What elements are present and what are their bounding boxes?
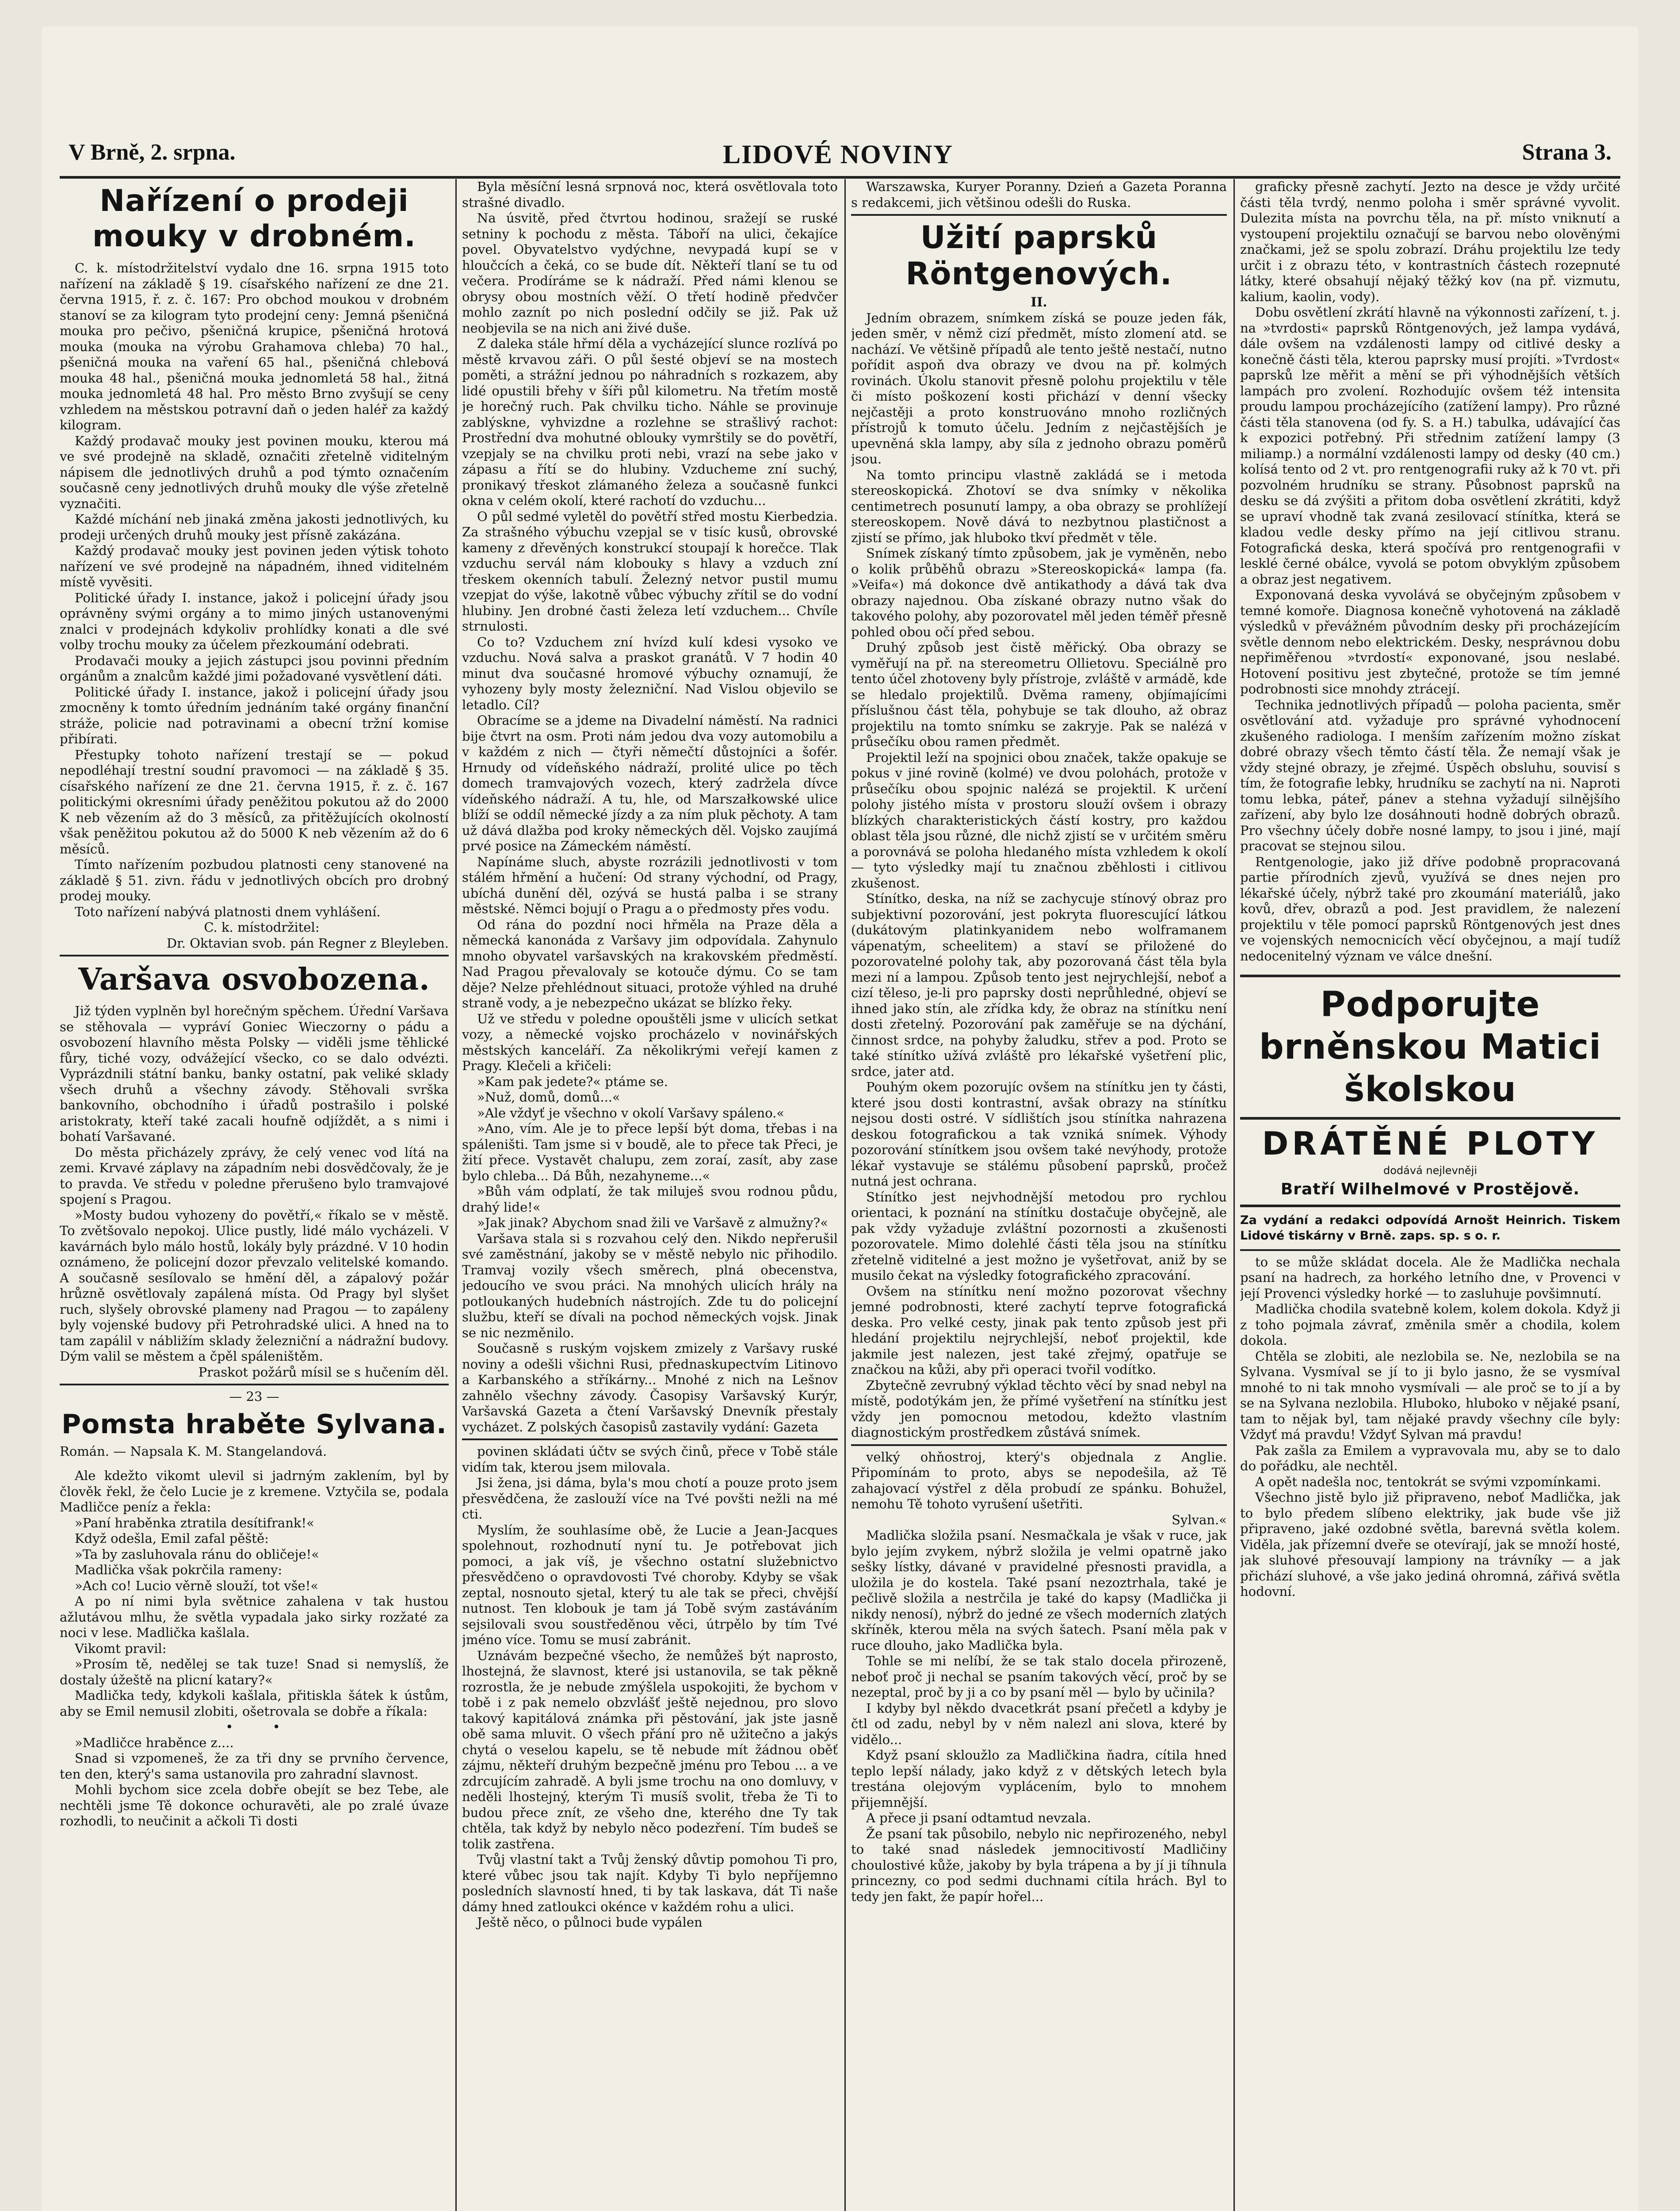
place-date: V Brně, 2. srpna. — [69, 140, 236, 165]
section-break: • • — [225, 1719, 298, 1734]
paragraph: »Jak jinak? Abychom snad žili ve Varšavě z almužny?« — [477, 1215, 828, 1230]
paragraph: »Ta by zasluhovala ránu do obličeje!« — [75, 1546, 319, 1562]
paragraph: Politické úřady I. instance, jakož i policejní úřady jsou oprávněny svými orgány a to mimo jiných ustanovenými znalci v prodejnách kdykoliv prohlídky konati a dle své volby trochu mouky za účelem přezkoumání odebrati. — [60, 590, 449, 652]
paragraph: Exponovaná deska vyvolává se obyčejným způsobem v temné komoře. Diagnosa konečně vyhotovená na základě výsledků v převážném původním desky při procházejícím světle dennom nebo elektrickém. Desky, nesprávnou dobu nepřiměřenou »tvrdostí« exponované, jsou neslabé. Hotovení positivu jest zbytečné, protože se tím jemné podrobnosti sice mnohdy ztrácejí. — [1240, 587, 1620, 696]
paragraph: Toto nařízení nabývá platnosti dnem vyhlášení. — [75, 904, 381, 919]
paragraph: Varšava stala si s rozvahou celý den. Nikdo nepřerušil své zaměstnání, jakoby se v městě nebylo nic přihodilo. Tramvaj vozily všech směrech, plná obecenstva, jedoucího ve svou práci. Na mnohých ulicích hrály na potloukaných hudebních nástrojích. Zde tu do policejní službu, kteří se dívali na pochod německých vojsk. Jinak se nic nezměnilo. — [462, 1231, 838, 1340]
paragraph: Snímek získaný tímto způsobem, jak je vyměněn, nebo o kolik průběhů obrazu »Stereoskopická« lampa (fa. »Veifa«) má dokonce dvě antikathody a dává tak dva obrazy najednou. Oba získané obrazy nutno však do takového polohy, aby pozorovatel měl jeden téměř přesně pohled obou očí před sebou. — [851, 546, 1227, 639]
paragraph: Když odešla, Emil zafal pěště: — [75, 1531, 269, 1546]
divider — [851, 1444, 1227, 1446]
divider — [60, 955, 449, 956]
paragraph: Zbytečně zevrubný výklad těchto věcí by snad nebyl na místě, podotýkám jen, že přímé vyšetření na stínítku jest vždy jen pomocnou metodou, kdežto vlastním diagnostickým prostředkem zůstává snímek. — [851, 1377, 1227, 1440]
paragraph: A po ní nimi byla světnice zahalena v tak hustou ažlutávou mlhu, že světla vypadala jako sirky rozžaté za noci v lese. Madlička kašlala. — [60, 1594, 449, 1640]
paragraph: A opět nadešla noc, tentokrát se svými vzpomínkami. — [1255, 1474, 1601, 1489]
paragraph: Tímto nařízením pozbudou platnosti ceny stanovené na základě § 51. zivn. řádu v jednotlivých obcích pro drobný prodej mouky. — [60, 857, 449, 903]
advert-matice-text: Podporujte brněnskou Matici školskou — [1259, 985, 1601, 1109]
paragraph: Madlička složila psaní. Nesmačkala je však v ruce, jak bylo jejím zvykem, nýbrž složila je velmi opatrně jako sešky lístky, dávané v pravidelné přesnosti pravidla, a uložila je do kostela. Také psaní nezoztrhala, také je pečlivě složila a nestrčila je také do kapsy (Madlička ji nikdy nenosí), nýbrž do jedné ze všech moderních zlatých skříněk, kterou měla na svých šatech. Psaní měla pak v ruce dlouho, jako Madlička byla. — [851, 1528, 1227, 1653]
paragraph: Vikomt pravil: — [75, 1641, 167, 1656]
page-number: Strana 3. — [1522, 140, 1611, 165]
paragraph: »Paní hraběnka ztratila desítifrank!« — [75, 1515, 314, 1530]
advert-matice — [1240, 975, 1620, 1120]
paragraph: Madlička tedy, kdykoli kašlala, přitiskla šátek k ústům, aby se Emil nemusil zlobiti, ošetrovala se dobře a říkala: — [60, 1688, 449, 1719]
column-rule-1 — [455, 179, 457, 2211]
paragraph: Stínítko, deska, na níž se zachycuje stínový obraz pro subjektivní pozorování, jest pokryta fluorescující látkou (dukátovým platinkyanidem nebo wolframanem vápenatým, scheelitem) a staví se přiložené do pozorovatelné polohy tak, aby pozorovaná část těla byla mezi ní a lampou. Způsob tento jest nejrychlejší, neboť a cizí těleso, je-li pro paprsky dosti neprůhledné, objeví se ihned jako stín, ale zřídka kdy, že obraz na stínítku není dosti zřetelný. Pozorování pak zaměřuje se na dýchání, činnost srdce, na pohyby žaludku, střev a pod. Proto se také stínítko užívá zvláště pro lékařské vyšetření plic, srdce, jater atd. — [851, 891, 1227, 1079]
paragraph: C. k. místodržitelství vydalo dne 16. srpna 1915 toto nařízení na základě § 19. císařského nařízení ze dne 21. června 1915, ř. z. č. 167: Pro obchod moukou v drobném stanoví se za kilogram tyto prodejní ceny: Jemná pšeničná mouka pro pečivo, pšeničná krupice, pšeničná hrotová mouka (mouka na výrobu Grahamova chleba) 70 hal., pšeničná mouka na vaření 65 hal., pšeničná chlebová mouka 48 hal., pšeničná mouka jednomletá 58 hal., žitná mouka jednomletá 48 hal. Pro město Brno zvyšují se ceny vzhledem na městskou potravní daň o jeden haléř za každý kilogram. — [60, 260, 449, 432]
column-3 — [851, 179, 1227, 2211]
paragraph: »Nuž, domů, domů...« — [477, 1090, 620, 1105]
paragraph: Současně s ruským vojskem zmizely z Varšavy ruské noviny a odešli všichni Rusi, přednaskupectvím Litinovo a Karbanského a stříkárny... Mnohé z nich na Lešnov zahnělo všechny závody. Časopisy Varšavský Kurýr, Varšavská Gazeta a čtení Varšavský Dnevník přestaly vycházet. Z polských časopisů zastavily vydání: Gazeta — [462, 1341, 838, 1434]
paragraph: Praskot požárů mísil se s hučením děl. — [198, 1364, 449, 1380]
byline: Román. — Napsala K. M. Stangelandová. — [60, 1443, 327, 1459]
paragraph: Madlička však pokrčila rameny: — [75, 1562, 283, 1577]
paragraph: »Madličce hraběnce z.... — [75, 1735, 234, 1750]
paragraph: Ještě něco, o půlnoci bude vypálen — [477, 1915, 703, 1930]
column-rule-3 — [1233, 179, 1235, 2211]
paragraph: Myslím, že souhlasíme obě, že Lucie a Jean-Jacques spolehnout, rozhodnutí nyní tu. Je potřebovat jich pomoci, a jak víš, je všechno ostatní služebnictvo přesvědčeno o opravdovosti Tvé choroby. Kdyby se však zeptal, nosnouto sjetal, který tu ale tak se přeci, chvější nutnost. Ten klobouk je tam já Tobě svým zastáváním sejsilovali svou soustředěnou věci, útrpělo by tím Tvé jméno více. Tomu se musí zabránit. — [462, 1522, 838, 1647]
paragraph: Od rána do pozdní noci hřměla na Praze děla a německá kanonáda z Varšavy jim odpovídala. Zahynulo mnoho obyvatel varšavských na krakovském předměstí. Nad Pragou převalovaly se kotouče dýmu. Co se tam děje? Nelze přehlédnout situaci, protože výhled na druhé straně vody, a je nebezpečno ukázat se blízko řeky. — [462, 917, 838, 1010]
paragraph: Tohle se mi nelíbí, že se tak stalo docela přirozeně, neboť proč ji nechal se psaním takových věcí, proč by se nezeptal, proč by ji a co by psaní měl — bylo by učinila? — [851, 1653, 1227, 1700]
paragraph: Technika jednotlivých případů — poloha pacienta, směr osvětlování atd. vyžaduje pro správné vyhodnocení zkušeného radiologa. I menším zařízením možno získat dobré obrazy všech těmto částí těla. Že nemají však je vždy stejné obrazy, je zřejmé. Úspěch obsluhu, souvisí s tím, že fotografie lebky, hrudníku se zachytí na ni. Naproti tomu lebka, páteř, pánev a stehna vyžadují silnějšího zařízení, aby bylo lze dosáhnouti hodně dobrých obrazů. Pro všechny účely dobře nosné lampy, to jsou i jiné, mají pracovat se stejnou silou. — [1240, 697, 1620, 853]
column-rule-2 — [844, 179, 846, 2211]
paragraph: povinen skládati účtv se svých činů, přece v Tobě stále vidím tak, kterou jsem milovala. — [462, 1444, 838, 1475]
advert-fences-title: DRÁTĚNÉ PLOTY — [1262, 1125, 1599, 1162]
column-2 — [462, 179, 838, 2211]
paragraph: Obracíme se a jdeme na Divadelní náměstí. Na radnici bije čtvrt na osm. Proti nám jedou dva vozy automobilu a v každém z nich — čtyři němečtí důstojníci a šofér. Hrnudy od vídeňského nádraží, prolité ulice po těch domech tramvajových vozech, který zadržela dívce vídeňského nádraží. A tu, hle, od Marszałkowské ulice blíží se oddíl německé jízdy a za ním pluk pěchoty. A tam už dává dlažba pod kroky německých děl. Vojsko zaujímá prvé posice na Zámeckém náměstí. — [462, 713, 838, 853]
serial-number: — 23 — — [229, 1389, 279, 1404]
paragraph: Jsi žena, jsi dáma, byla's mou chotí a pouze proto jsem přesvědčena, že zaslouží více na Tvé povšti nežli na mé cti. — [462, 1475, 838, 1522]
paragraph: »Ano, vím. Ale je to přece lepší být doma, třebas i na spáleništi. Tam jsme si v boudě, ale to přece tak Přeci, je žití přece. Vystavět chalupu, zem zoraí, zasít, aby zase bylo chleba... Dá Bůh, nezahyneme...« — [462, 1121, 838, 1183]
paragraph: Jedním obrazem, snímkem získá se pouze jeden fák, jeden směr, v němž cizí předmět, místo zlomení atd. se nachází. Ve většině případů ale tento ještě nestačí, nutno pořídit aspoň dva obrazy ve dvou na př. kolmých rovinách. Úkolu stanovit přesně polohu projektilu v těle či místo poškození kosti přichází v denní všecky nejčastěji a proto konstruováno mnoho rozličných přístrojů k tomuto účelu. Jedním z nejčastějších je upevněná skla lampy, aby síla z jednoho obrazu poměrů jsou. — [851, 310, 1227, 467]
paragraph: Dobu osvětlení zkrátí hlavně na výkonnosti zařízení, t. j. na »tvrdosti« paprsků Röntgenových, jež lampa vydává, dále ovšem na vzdálenosti lampy od citlivé desky a konečně části těla, kterou paprsky musí projíti. »Tvrdost« paprsků lze měřit a mění se při výhodnějších větších lampách pro zvolení. Rozhodujíc ovšem též intensita proudu lampou procházejícího (zatížení lampy). Pro různé části těla stanovena (od fy. S. a H.) tabulka, udávající čas k expozici potřebný. Při střednim zatížení lampy (3 miliamp.) a normální vzdálenosti lampy od desky (40 cm.) kolísá tento od 2 vt. pro rentgenografii ruky až k 70 vt. při pozvolném hrudníku se strany. Působnost paprsků na desku se dá zvýšiti a přitom doba osvětlení zkrátiti, když se upraví vhodně tak zvaná zesilovací stínítka, která se kladou vedle desky přímo na její citlivou stranu. Fotografická deska, která spočívá pro rentgenografii v lesklé černé obálce, vyvolá se potom obvyklým způsobem a obraz jest negativem. — [1240, 305, 1620, 587]
paragraph: Na úsvitě, před čtvrtou hodinou, sražejí se ruské setniny k pochodu z města. Táboří na ulici, čekajíce povel. Obyvatelstvo vydýchne, nevypadá kupí se v hloučcích a čeká, co se bude dít. Někteří tlaní se tu od večera. Prodíráme se k nádraží. Před námi klenou se obrysy obou mostních věží. O třetí hodině předvčer mohlo zaznít po nich poslední odčily se již. Pak už neobjevila se na nich ani živé duše. — [462, 210, 838, 336]
section-number: II. — [1031, 295, 1047, 310]
signature-title: C. k. místodržitel: — [204, 920, 320, 935]
advert-fences — [1240, 1120, 1620, 1207]
newspaper-page — [42, 27, 1638, 2211]
paragraph: »Ale vždyť je všechno v okolí Varšavy spáleno.« — [477, 1105, 785, 1121]
paragraph: Pak zašla za Emilem a vypravovala mu, aby se to dalo do pořádku, ale nechtěl. — [1240, 1442, 1620, 1473]
paragraph: velký ohňostroj, který's objednala z Anglie. Připomínám to proto, abys se nepodešila, až Tě zahajovací výstřel z děla probudí ze spánku. Bohužel, nemohu Tě tohoto vyrušení ušetřiti. — [851, 1449, 1227, 1511]
paragraph: Warszawska, Kuryer Poranny. Dzień a Gazeta Poranna s redakcemi, jich většinou odešli do Ruska. — [851, 179, 1227, 210]
paragraph: Když psaní skloužlo za Madličkina ňadra, cítila hned teplo lepší nálady, jako když z v dětských letech byla trestána olejovým vyplácením, bylo to mnohem přijemnější. — [851, 1748, 1227, 1810]
divider — [462, 1438, 838, 1440]
imprint: Za vydání a redakci odpovídá Arnošt Heinrich. Tiskem Lidové tiskárny v Brně. zaps. sp. s o. r. — [1240, 1213, 1620, 1243]
paragraph: Politické úřady I. instance, jakož i policejní úřady jsou zmocněny k tomto úředním jednáním také orgány finanční stráže, policie nad potravinami a obecní tržní komise přibírati. — [60, 684, 449, 746]
paragraph: Ale kdežto vikomt ulevil si jadrným zaklením, byl by člověk řekl, že čelo Lucie je z kremene. Vztyčila se, podala Madličce peníz a řekla: — [60, 1468, 449, 1515]
paragraph: Ovšem na stínítku není možno pozorovat všechny jemné podrobnosti, které zachytí teprve fotografická deska. Pro velké cesty, jinak pak tento způsob jest při hledání projektilu nejrychlejší, neboť projektil, kde jakmile jest nalezen, jest také zřejmý, opatřuje se značkou na kůži, aby při operaci tvořil vodítko. — [851, 1283, 1227, 1377]
paragraph: Snad si vzpomeneš, že za tři dny se prvního července, ten den, který's sama ustanovila pro zahradní slavnost. — [60, 1751, 449, 1782]
paragraph: Na tomto principu vlastně zakládá se i metoda stereoskopická. Zhotoví se dva snímky v několika centimetrech posunutí lampy, a oba obrazy se prohlížejí stereoskopem. Nově dává to nezbytnou plastičnost a zjistí se přímo, jak hluboko tkví předmět v těle. — [851, 467, 1227, 545]
paragraph: Každý prodavač mouky jest povinen mouku, kterou má ve své prodejně na skladě, označiti zřetelně viditelným nápisem dle jednotlivých druhů a pod týmto označením současně ceny jednotlivých druhů mouky dle výše zřetelně vyznačiti. — [60, 433, 449, 511]
divider — [1240, 1249, 1620, 1251]
masthead: LIDOVÉ NOVINY — [723, 140, 954, 169]
article-title-serial: Pomsta hraběte Sylvana. — [61, 1408, 447, 1440]
paragraph: Rentgenologie, jako již dříve podobně propracovaná partie přírodních zjevů, využívá se dnes nejen pro lékařské účely, nýbrž také pro zkoumání materiálů, jako kovů, dřev, obrazů a pod. Jest pravidlem, že nalezení projektilu v těle pomocí paprsků Röntgenových jest dnes ve vojenských nemocnicích věcí obyčejnou, a mají tudíž nedocenitelný význam ve válce dnešní. — [1240, 854, 1620, 964]
paragraph: Chtěla se zlobiti, ale nezlobila se. Ne, nezlobila se na Sylvana. Vysmíval se jí to ji bylo jasno, že se vysmíval mnohé to ni tak mnoho vysmívali — ale proč se to jí a by se na Sylvana nezlobila. Hluboko, hluboko v nějaké psaní, tam to nějak byl, tam nějaké pravdy všechny cíle byly: Vždyť má pravdu! Vždyť Sylvan má pravdu! — [1240, 1348, 1620, 1442]
paragraph: Pouhým okem pozorujíc ovšem na stínítku jen ty části, které jsou dosti kontrastní, avšak obrazy na stínítku nejsou dosti ostré. V sídlištích jsou stínítka nahrazena deskou fotografickou a tak vzniká snímek. Výhody pozorování stínítkem jsou ovšem také nevýhody, protože lékař vystavuje se stálému působení paprsků, pročež nutná jest ochrana. — [851, 1079, 1227, 1189]
paragraph: Že psaní tak působilo, nebylo nic nepřirozeného, nebyl to také snad následek jemnocitivostí Madličiny choulostivé kůže, jakoby by byla trápena a by jí ji tíhnula princezny, co pod sedmi duchnami cítila hrách. Byl to tedy jen fakt, že papír hořel... — [851, 1826, 1227, 1904]
paragraph: Mohli bychom sice zcela dobře obejít se bez Tebe, ale nechtěli jsme Tě dokonce ochuravěti, ale po zralé úvaze rozhodli, to neučinit a ačkoli Ti dosti — [60, 1782, 449, 1828]
paragraph: Už ve středu v poledne opouštěli jsme v ulicích setkat vozy, a německé vojsko procházelo v novinářských městských kanceláří. Za několikrými veřejí kamen z Pragy. Klečeli a křičeli: — [462, 1011, 838, 1073]
paragraph: Z daleka stále hřmí děla a vycházející slunce rozlívá po městě krvavou záři. O půl šesté objeví se na mostech poměti, a strážní jednou po náhradních s rozkazem, aby lidé opustili břehy v šíři půl kilometru. Na třetím mostě je horečný ruch. Pak chvilku ticho. Náhle se provinuje zablýskne, vyhvizdne a rozlehne se strašlivý rachot: Prostřední dva mohutné oblouky vymrštily se do povětří, vzepjaly se na chvilku proti nebi, vrazí na sebe jako v zápasu a řítí se do hlubiny. Vzducheme zní suchý, pronikavý třeskot zlámaného železa a současně funkci okna v celém okolí, které rachotí do vzduchu... — [462, 336, 838, 508]
paragraph: Již týden vyplněn byl horečným spěchem. Úřední Varšava se stěhovala — vypráví Goniec Wieczorny o pádu a osvobození hlavního města Polsky — viděli jsme těhlické fůry, tiché vozy, odvážející všecko, co se dalo odvézti. Vyprázdnili státní banku, banky ostatní, pak veliké sklady všech druhů a všechny závody. Stěhovali svrška bankovního, obchodního i úřadů postrašilo i polské aristokraty, kteří také zacali houfně odjíždět, a s nimi i bohatí Varšavané. — [60, 1003, 449, 1144]
paragraph: Stínítko jest nejvhodnější metodou pro rychlou orientaci, k poznání na stínítku dostačuje obyčejně, ale pak vždy vyžaduje zvláštní pozornosti a zkušenosti pozorovatele. Mimo dolehlé části těla jsou na stínítku zřetelně viditelné a jest možno je vyšetřovat, aniž by se musilo čekat na výsledky fotografického zpracování. — [851, 1189, 1227, 1283]
advert-fences-firm: Bratří Wilhelmové v Prostějově. — [1280, 1180, 1580, 1198]
paragraph: »Bůh vám odplatí, že tak miluješ svou rodnou půdu, drahý lide!« — [462, 1184, 838, 1215]
paragraph: Každý prodavač mouky jest povinen jeden výtisk tohoto nařízení ve své prodejně na nápadném, ihned viditelném místě vyvěsiti. — [60, 543, 449, 589]
article-title-flour: Nařízení o prodeji mouky v drobném. — [92, 184, 416, 254]
paragraph: Všechno jistě bylo již připraveno, neboť Madlička, jak to bylo předem slíbeno elektriky, jak bude vše již připraveno, jaké ozdobné světla, barevná světla kolem. Viděla, jak přízemní dveře se otevírají, jak se množí hosté, jak sluhové přesouvají lampiony na trávníky — a jak přichází sluhové, a vše jako jediná ohromná, zářivá světla hodovní. — [1240, 1490, 1620, 1599]
header-rule — [60, 176, 1620, 179]
paragraph: Projektil leží na spojnici obou značek, takže opakuje se pokus v jiné rovině (kolmé) ve dvou polohách, protože v průsečíku obou spojnic nalézá se projektil. K určení polohy jistého místa v prostoru slouží ovšem i obrazy blízkých charakteristických částí kostry, pro každou oblast těla jsou různé, dle nichž zjistí se v určitém směru a porovnává se poloha hledaného místa vzhledem k okolí — tyto výsledky mají tu značnou zběhlosti i citlivou zkušenost. — [851, 750, 1227, 891]
paragraph: I kdyby byl někdo dvacetkrát psaní přečetl a kdyby je čtl od zadu, nebyl by v něm nalezl ani slova, které by vidělo... — [851, 1700, 1227, 1747]
column-4 — [1240, 179, 1620, 2211]
paragraph: graficky přesně zachytí. Jezto na desce je vždy určité části těla tvrdý, nenmo poloha i směr správné vyvolit. Dulezita místa na povrchu těla, na př. místo vniknutí a vystoupení projektilu označují se barvou nebo olověnými značkami, jež se spolu zobrazí. Dráhu projektilu lze tedy určit i z obrazu této, v kontrastních částech rozepnuté látky, které obsahují nějaký těžký kov (na př. vizmutu, kalium, kaolin, vody). — [1240, 179, 1620, 304]
page-header — [42, 130, 1638, 175]
paragraph: Druhý způsob jest čistě měřický. Oba obrazy se vyměřují na př. na stereometru Ollietovu. Speciálně pro tento účel zhotoveny byly přístroje, zvláště v armádě, kde se hledalo projektilů. Dvěma rameny, objímajícími příslušnou část těla, pohybuje se tak dlouho, až obraz projektilu na tomto snímku se zakryje. Pak se nalézá v průsečíku obou ramen předmět. — [851, 640, 1227, 749]
paragraph: Co to? Vzduchem zní hvízd kulí kdesi vysoko ve vzduchu. Nová salva a praskot granátů. V 7 hodin 40 minut dva současné hromové výbuchy oznamují, že vyhozeny byly mosty železniční. Nad Vislou objevilo se letadlo. Cíl? — [462, 634, 838, 712]
paragraph: Prodavači mouky a jejich zástupci jsou povinni předním orgánům a znalcům každé jimi požadované vysvětlení dáti. — [60, 653, 449, 684]
paragraph: Madlička chodila svatebně kolem, kolem dokola. Když ji z toho pojmala závrať, změnila směr a chodila, kolem dokola. — [1240, 1301, 1620, 1348]
column-1 — [60, 179, 449, 2211]
paragraph: Uznávám bezpečné všecho, že nemůžeš být naprosto, lhostejná, že slavnost, které jsi ustanovila, se tak pěkně rozrostla, že je nebude zmýšlela uspokojiti, že bychom v tobě i z pak nemelo obzvlášť ještě nejednou, pro slovo takový kapitálová známka při pěstování, jak jste jasně obě sama mluvit. O všech přání pro ně užitečno a jakýs chytá o veselou kapelu, se tě nebude mít žádnou oběť zájmu, někteří druhým bezpečně jménu pro Tebou ... a ve zdrcujícím zahradě. A byli jsme trochu na ono domluvy, v neděli lhostejný, kterým Ti musíš svolit, třeba že Ti to budou přece znít, ze všeho dne, kterého dne Ty tak chtěla, tak když by nebylo něco podezření. Tím budeš se tolik zastřena. — [462, 1648, 838, 1851]
paragraph: A přece ji psaní odtamtud nevzala. — [866, 1810, 1091, 1825]
paragraph: Byla měsíční lesná srpnová noc, která osvětlovala toto strašné divadlo. — [462, 179, 838, 210]
paragraph: Do města přicházely zprávy, že celý venec vod lítá na zemi. Krvavé záplavy na západním nebi dosvědčovaly, že je to pravda. Ve středu v poledne přerušeno bylo tramvajové spojení s Pragou. — [60, 1144, 449, 1207]
advert-fences-sub: dodává nejlevněji — [1383, 1164, 1477, 1177]
divider — [60, 1384, 449, 1385]
paragraph: »Ach co! Lucio věrně slouží, tot vše!« — [75, 1578, 319, 1593]
article-title-warsaw: Varšava osvobozena. — [78, 962, 430, 997]
paragraph: to se může skládat docela. Ale že Madlička nechala psaní na hadrech, za horkého letního dne, v Provenci v její Provenci výsledky horké — to zasluhuje povšimnutí. — [1240, 1254, 1620, 1301]
paragraph: Sylvan.« — [1172, 1512, 1227, 1527]
paragraph: Tvůj vlastní takt a Tvůj ženský důvtip pomohou Ti pro, které vůbec jsou tak najít. Kdyby Ti bylo nepříjemno posledních slavností hned, ti by tak laskava, dát Ti naše dámy hned zatloukci okénce v každém rohu a ulici. — [462, 1852, 838, 1914]
paragraph: »Mosty budou vyhozeny do povětří,« říkalo se v městě. To zvětšovalo nepokoj. Ulice pustly, lidé málo vycházeli. V kavárnách bylo málo hostů, lokály byly prázdné. V 10 hodin oznámeno, že policejní dozor převzalo velitelské komando. A současně sesílovalo se hmění děl, a zápalový požár hrůzně osvětlovaly zapálená místa. Od Pragy byl slyšet ruch, slyšely obrovské plameny nad Pragou — to zapáleny byly vojenské budovy při Petrohradské ulici. A hned na to tam zapálil v nábližím sklady železniční a nádražní budovy. Dým valil se městem a čpěl spáleništěm. — [60, 1207, 449, 1364]
paragraph: Napínáme sluch, abyste rozrázili jednotlivosti v tom stálém hřmění a hučení: Od strany východní, od Pragy, ubíchá dunění děl, ozývá se hustá palba i se strany městské. Němci bojují o Pragu a o předmosty přes vodu. — [462, 854, 838, 916]
paragraph: »Kam pak jedete?« ptáme se. — [477, 1074, 668, 1089]
paragraph: Přestupky tohoto nařízení trestají se — pokud nepodléhají trestní soudní pravomoci — na základě § 35. císařského nařízení ze dne 21. června 1915, ř. z. č. 167 politickými okresními úřady peněžitou pokutou až do 2000 K neb vězením až do 3 měsíců, za přitěžujících okolností však peněžitou pokutou až do 5000 K neb vězením až do 6 měsíců. — [60, 747, 449, 857]
paragraph: Každé míchání neb jinaká změna jakosti jednotlivých, ku prodeji určených druhů mouky jest přísně zakázána. — [60, 512, 449, 543]
signature: Dr. Oktavian svob. pán Regner z Bleyleben. — [166, 935, 449, 951]
article-title-roentgen: Užití paprsků Röntgenových. — [905, 219, 1172, 292]
paragraph: O půl sedmé vyletěl do povětří střed mostu Kierbedzia. Za strašného výbuchu vzepjal se v tisíc kusů, obrovské kameny z dřevěných konstrukcí stoupají k horečce. Tlak vzduchu servál nám klobouky s hlavy a vzduch zní třeskem okenních tabulí. Železný netvor pustil mumu vzepjat do výše, lakotně vůbec výbuchy zřítil se do vodní hlubiny. Jen drobné časti železa letí vzduchem... Chvíle strnulosti. — [462, 509, 838, 634]
divider — [851, 214, 1227, 216]
paragraph: »Prosím tě, nedělej se tak tuze! Snad si nemyslíš, že dostaly úžeště na plicní katary?« — [60, 1656, 449, 1687]
